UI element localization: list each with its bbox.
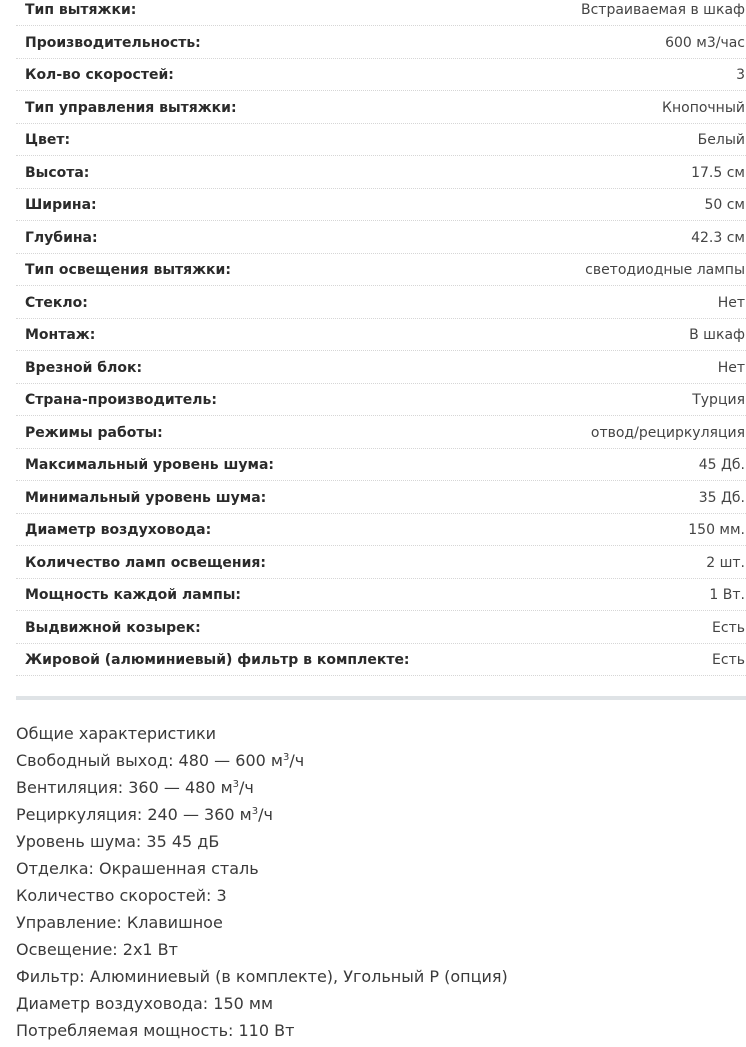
spec-label: Режимы работы:: [25, 424, 163, 441]
spec-value: Встраиваемая в шкаф: [581, 2, 745, 18]
spec-row: [16, 91, 746, 124]
spec-label: Врезной блок:: [25, 359, 143, 376]
spec-value: Нет: [717, 359, 745, 376]
spec-row: [16, 449, 746, 482]
speeds-line: Количество скоростей: 3: [16, 886, 227, 905]
spec-label: Диаметр воздуховода:: [25, 522, 212, 538]
spec-value: Белый: [697, 132, 745, 148]
spec-label: Количество ламп освещения:: [25, 554, 267, 571]
ventilation-line: Вентиляция: 360 — 480 $м^3/ч$: [16, 778, 254, 797]
spec-row: [16, 319, 746, 352]
recirculation-line: Рециркуляция: 240 — 360 $м^3/ч$: [16, 805, 273, 824]
spec-row: [16, 579, 746, 612]
lighting-line: Освещение: 2x1 Вт: [16, 940, 178, 959]
spec-label: Ширина:: [25, 197, 97, 213]
spec-value: 50 см: [704, 197, 745, 213]
spec-value: Есть: [712, 619, 745, 636]
spec-value: 150 мм.: [688, 522, 745, 538]
spec-row: [16, 286, 746, 319]
spec-row: [16, 124, 746, 157]
spec-value: Есть: [712, 652, 745, 668]
spec-row: [16, 416, 746, 449]
filter-line: Фильтр: Алюминиевый (в комплекте), Угольный Р (опция): [16, 967, 508, 986]
spec-value: 42.3 см: [691, 229, 745, 246]
spec-value: 3: [736, 67, 745, 83]
spec-value: 35 Дб.: [698, 489, 745, 506]
spec-value: светодиодные лампы: [585, 262, 745, 278]
spec-row: [16, 611, 746, 644]
spec-label: Кол-во скоростей:: [25, 67, 174, 83]
spec-label: Тип вытяжки:: [25, 2, 137, 18]
spec-value: В шкаф: [689, 327, 745, 343]
spec-row: [16, 26, 746, 59]
spec-label: Страна-производитель:: [25, 392, 217, 408]
spec-value: 1 Вт.: [709, 587, 745, 603]
duct-line: Диаметр воздуховода: 150 мм: [16, 994, 274, 1013]
spec-value: 2 шт.: [706, 554, 745, 571]
general-characteristics: [16, 720, 746, 1044]
spec-row: [16, 156, 746, 189]
spec-label: Минимальный уровень шума:: [25, 489, 267, 506]
spec-value: 600 м3/час: [665, 34, 745, 51]
control-line: Управление: Клавишное: [16, 913, 223, 932]
spec-label: Цвет:: [25, 132, 71, 148]
spec-value: 45 Дб.: [698, 457, 745, 473]
spec-label: Мощность каждой лампы:: [25, 587, 242, 603]
spec-row: [16, 189, 746, 222]
power-line: Потребляемая мощность: 110 Вт: [16, 1021, 295, 1040]
spec-label: Тип управления вытяжки:: [25, 99, 237, 116]
spec-value: Турция: [692, 392, 745, 408]
spec-row: [16, 221, 746, 254]
spec-row: [16, 351, 746, 384]
spec-value: Кнопочный: [662, 99, 745, 116]
general-title: Общие характеристики: [16, 724, 217, 743]
spec-row: [16, 514, 746, 547]
spec-label: Стекло:: [25, 294, 88, 311]
spec-row: [16, 254, 746, 287]
spec-value: Нет: [717, 294, 745, 311]
spec-row: [16, 546, 746, 579]
spec-label: Максимальный уровень шума:: [25, 457, 275, 473]
spec-row: [16, 0, 746, 26]
spec-label: Монтаж:: [25, 327, 96, 343]
free-outlet-line: Свободный выход: 480 — 600 $м^3/ч$: [16, 751, 305, 770]
noise-line: Уровень шума: 35 45 дБ: [16, 832, 220, 851]
spec-row: [16, 384, 746, 417]
spec-label: Глубина:: [25, 229, 98, 246]
spec-label: Производительность:: [25, 34, 201, 51]
spec-value: 17.5 см: [691, 164, 745, 181]
section-divider: [16, 696, 746, 700]
spec-row: [16, 644, 746, 677]
spec-row: [16, 59, 746, 92]
finish-line: Отделка: Окрашенная сталь: [16, 859, 259, 878]
spec-row: [16, 481, 746, 514]
spec-label: Выдвижной козырек:: [25, 619, 201, 636]
spec-label: Высота:: [25, 164, 90, 181]
specs-table: [16, 0, 746, 676]
spec-label: Тип освещения вытяжки:: [25, 262, 231, 278]
spec-label: Жировой (алюминиевый) фильтр в комплекте:: [25, 652, 410, 668]
spec-value: отвод/рециркуляция: [590, 424, 745, 441]
